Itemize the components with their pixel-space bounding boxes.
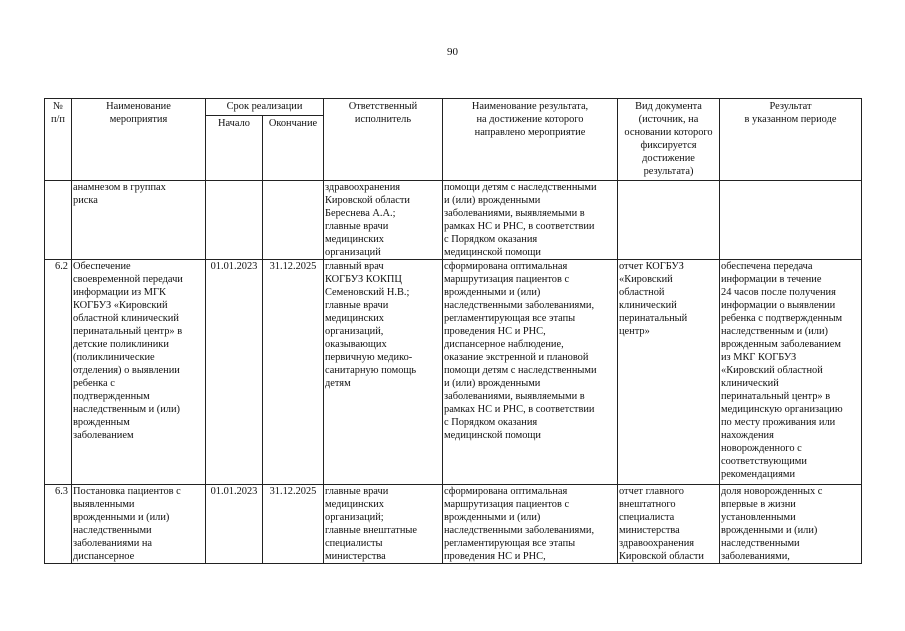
row-start: 01.01.2023 [206,260,263,485]
header-result-period: Результат в указанном периоде [720,99,862,181]
header-start: Начало [206,116,263,181]
row-result-period [720,181,862,260]
row-responsible: здравоохранения Кировской области Береснева А.А.; главные врачи медицинских организаций [324,181,443,260]
header-period: Срок реализации [206,99,324,116]
row-doc-type: отчет главного внештатного специалиста министерства здравоохранения Кировской области [618,485,720,564]
row-activity: анамнезом в группах риска [72,181,206,260]
row-end [263,181,324,260]
row-result-name: сформирована оптимальная маршрутизация пациентов с врожденными и (или) наследственными заболеваниями, регламентирующая все этапы проведения НС и РНС, диспансерное наблюдение, оказание экстренной и плановой помощи детям с наследственными и (или) врожденными заболеваниями, выявляемыми в рамках НС и РНС, в соответствии с Порядком оказания медицинской помощи [443,260,618,485]
row-activity: Обеспечение своевременной передачи информации из МГК КОГБУЗ «Кировский областной клинический перинатальный центр» в детские поликлиники (поликлинические отделения) о выявлении ребенка с подтвержденным наследственным и (или) врожденным заболеванием [72,260,206,485]
row-result-period: обеспечена передача информации в течение 24 часов после получения информации о выявлении ребенка с подтвержденным наследственным и (или) врожденным заболеванием из МКГ КОГБУЗ «Кировский областной клинический перинатальный центр» в медицинскую организацию по месту проживания или нахождения новорожденного с соответствующими рекомендациями [720,260,862,485]
header-activity: Наименование мероприятия [72,99,206,181]
row-num [45,181,72,260]
row-result-period: доля новорожденных с впервые в жизни установленными врожденными и (или) наследственными заболеваниями, [720,485,862,564]
row-num: 6.2 [45,260,72,485]
table-row [45,260,862,485]
header-num: № п/п [45,99,72,181]
row-result-name: сформирована оптимальная маршрутизация пациентов с врожденными и (или) наследственными заболеваниями, регламентирующая все этапы проведения НС и РНС, [443,485,618,564]
header-end: Окончание [263,116,324,181]
header-doc-type: Вид документа (источник, на основании которого фиксируется достижение результата) [618,99,720,181]
row-activity: Постановка пациентов с выявленными врожденными и (или) наследственными заболеваниями на диспансерное [72,485,206,564]
header-responsible: Ответственный исполнитель [324,99,443,181]
row-result-name: помощи детям с наследственными и (или) врожденными заболеваниями, выявляемыми в рамках НС и РНС, в соответствии с Порядком оказания медицинской помощи [443,181,618,260]
row-start [206,181,263,260]
row-responsible: главные врачи медицинских организаций; главные внештатные специалисты министерства [324,485,443,564]
row-doc-type [618,181,720,260]
table-row [45,181,862,260]
row-end: 31.12.2025 [263,260,324,485]
header-row-top [45,99,862,116]
row-responsible: главный врач КОГБУЗ КОКПЦ Семеновский Н.В.; главные врачи медицинских организаций, оказывающих первичную медико- санитарную помощь детям [324,260,443,485]
header-result-name: Наименование результата, на достижение которого направлено мероприятие [443,99,618,181]
page-number: 90 [447,46,458,58]
table-row [45,485,862,564]
row-doc-type: отчет КОГБУЗ «Кировский областной клинический перинатальный центр» [618,260,720,485]
measures-table [44,98,862,564]
row-start: 01.01.2023 [206,485,263,564]
row-num: 6.3 [45,485,72,564]
row-end: 31.12.2025 [263,485,324,564]
